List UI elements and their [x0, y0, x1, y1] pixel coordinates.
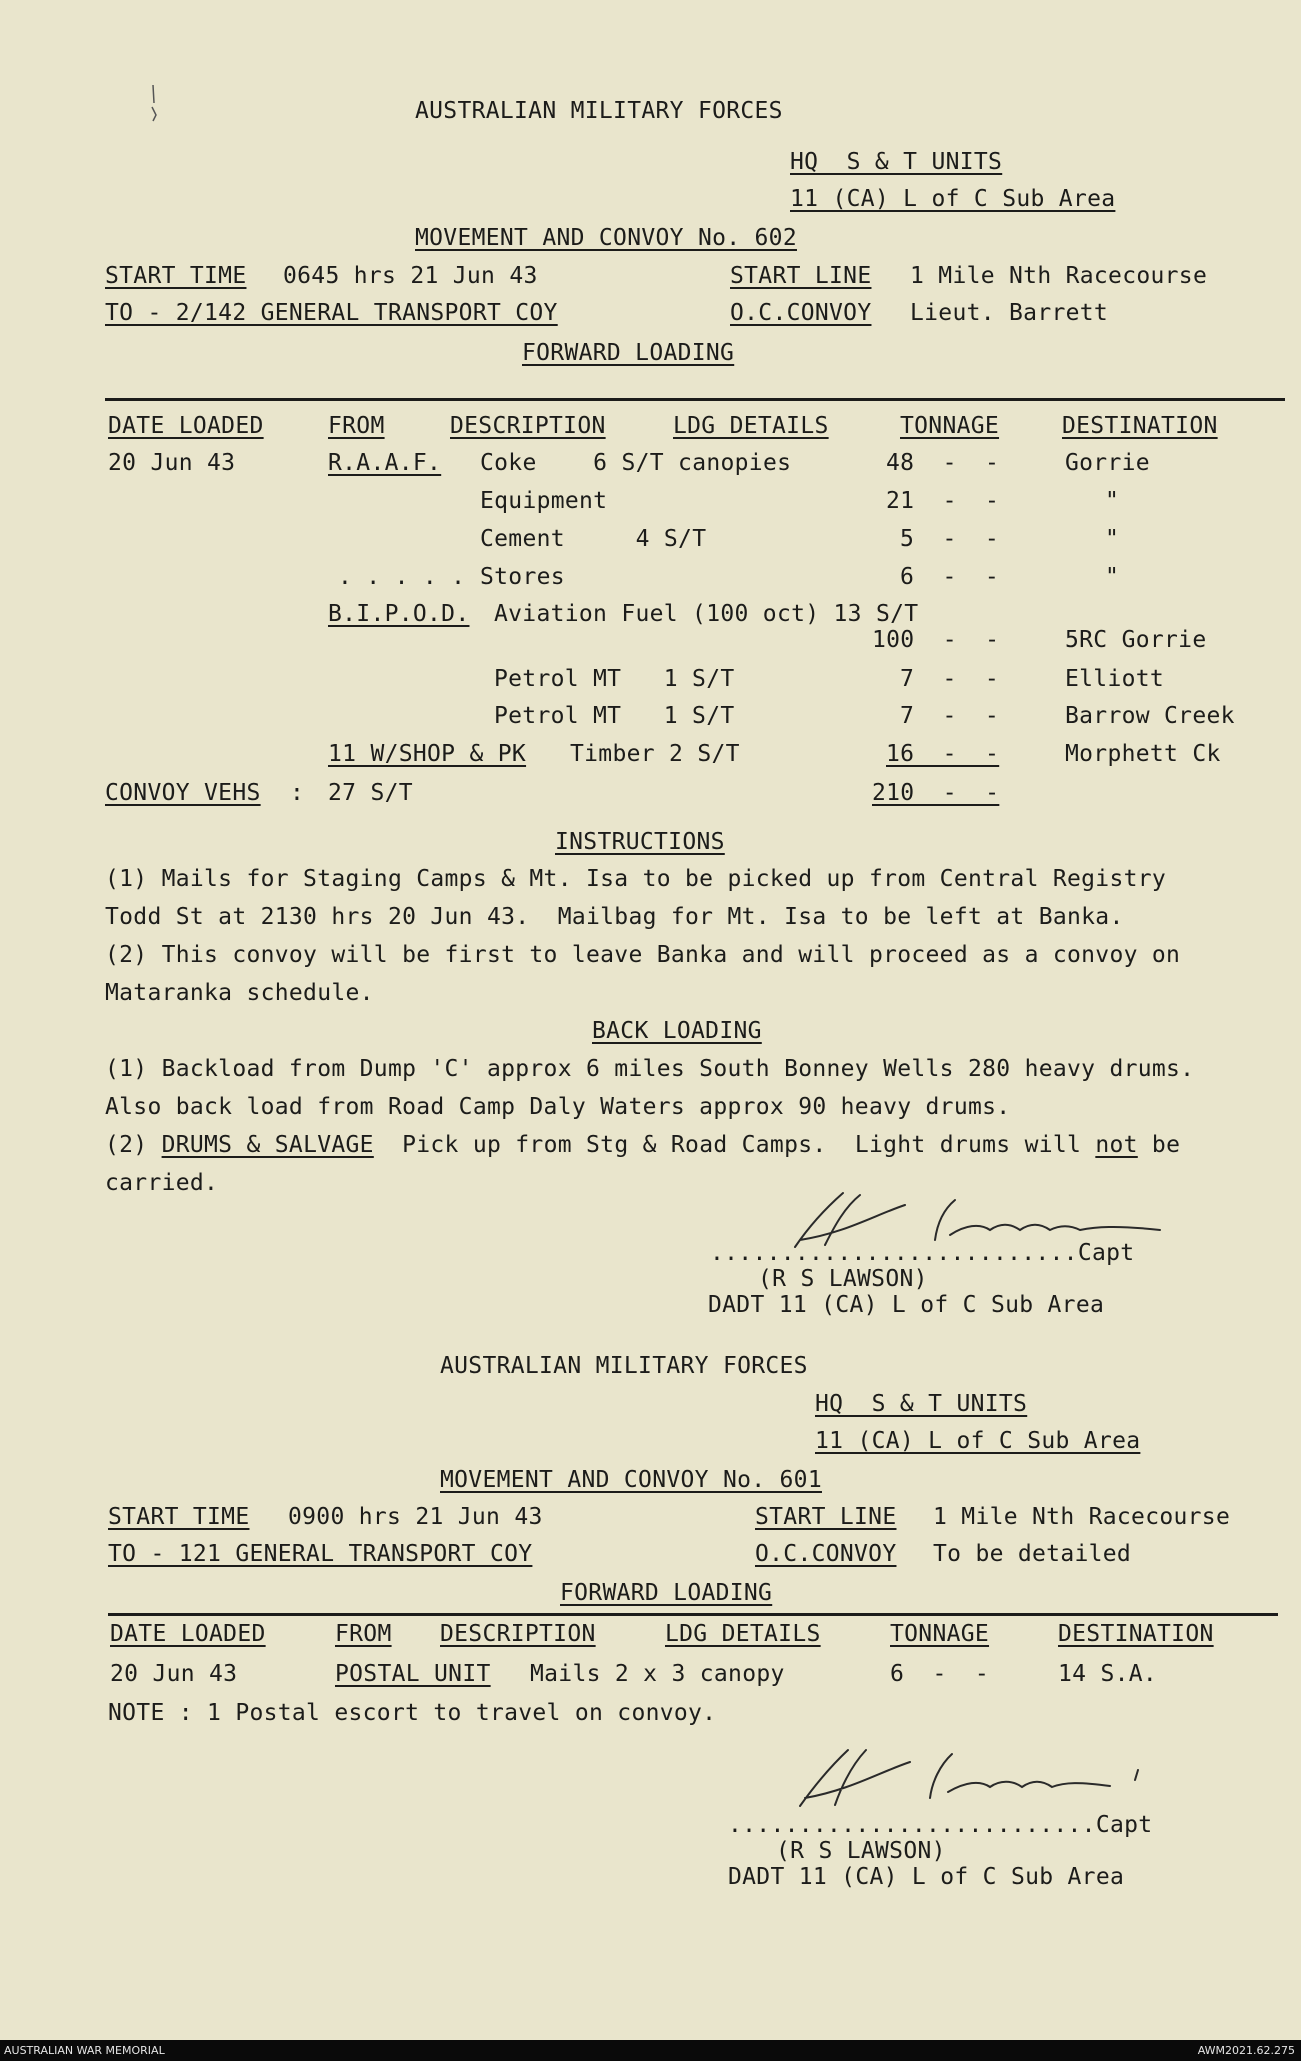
doc1-unit-line1: HQ S & T UNITS: [790, 149, 1003, 175]
table-cell-tonnage: 100 - -: [872, 627, 1000, 653]
table-cell-from: POSTAL UNIT: [335, 1661, 491, 1687]
table-cell-dots: . . . . .: [338, 564, 466, 590]
table-cell-destination: Morphett Ck: [1065, 741, 1221, 767]
footer-archive-label: AUSTRALIAN WAR MEMORIAL: [4, 2044, 165, 2057]
doc1-start-line-label: START LINE: [730, 263, 872, 289]
doc2-table-rule: [108, 1613, 1278, 1616]
doc2-header-destination: DESTINATION: [1058, 1621, 1214, 1647]
doc2-unit-line2: 11 (CA) L of C Sub Area: [815, 1428, 1141, 1454]
doc1-back-line: (1) Backload from Dump 'C' approx 6 miles South Bonney Wells 280 heavy drums.: [105, 1056, 1195, 1082]
table-cell-tonnage: 5 - -: [900, 526, 1000, 552]
table-cell-tonnage: 21 - -: [886, 488, 1000, 514]
table-cell-date: 20 Jun 43: [110, 1661, 238, 1687]
doc1-title: MOVEMENT AND CONVOY No. 602: [415, 225, 797, 251]
doc1-oc-label: O.C.CONVOY: [730, 300, 872, 326]
doc1-start-time-label: START TIME: [105, 263, 247, 289]
table-cell-description: Coke 6 S/T canopies: [480, 450, 792, 476]
paper-damage-mark: [150, 85, 158, 125]
doc2-oc-label: O.C.CONVOY: [755, 1541, 897, 1567]
doc1-header-ldg: LDG DETAILS: [673, 413, 829, 439]
doc1-oc-value: Lieut. Barrett: [910, 300, 1109, 326]
table-cell-description: Aviation Fuel (100 oct) 13 S/T: [494, 601, 919, 627]
table-cell-description: Cement 4 S/T: [480, 526, 707, 552]
doc1-header-tonnage: TONNAGE: [900, 413, 1000, 439]
doc1-unit-line2: 11 (CA) L of C Sub Area: [790, 186, 1116, 212]
doc2-sign-title: DADT 11 (CA) L of C Sub Area: [728, 1864, 1125, 1890]
table-cell-destination: ": [1105, 488, 1120, 514]
doc1-org: AUSTRALIAN MILITARY FORCES: [415, 98, 783, 124]
doc1-sign-title: DADT 11 (CA) L of C Sub Area: [708, 1292, 1105, 1318]
doc1-back-line-2: [105, 1132, 1180, 1158]
doc2-sign-name: (R S LAWSON): [776, 1838, 946, 1864]
doc2-start-line-value: 1 Mile Nth Racecourse: [933, 1504, 1231, 1530]
doc2-title: MOVEMENT AND CONVOY No. 601: [440, 1467, 822, 1493]
table-cell-tonnage: 7 - -: [900, 666, 1000, 692]
doc2-to-label: TO - 121 GENERAL TRANSPORT COY: [108, 1541, 533, 1567]
table-cell-date: 20 Jun 43: [108, 450, 236, 476]
doc1-vehs-label: CONVOY VEHS: [105, 780, 261, 806]
back2-not: not: [1095, 1132, 1138, 1158]
doc2-org: AUSTRALIAN MILITARY FORCES: [440, 1353, 808, 1379]
back2-end: be: [1137, 1132, 1181, 1158]
doc2-note: NOTE : 1 Postal escort to travel on convoy.: [108, 1700, 717, 1726]
doc2-header-date: DATE LOADED: [110, 1621, 266, 1647]
table-cell-destination: 5RC Gorrie: [1065, 627, 1207, 653]
doc1-header-from: FROM: [328, 413, 385, 439]
table-cell-destination: Elliott: [1065, 666, 1165, 692]
back2-label: DRUMS & SALVAGE: [161, 1132, 374, 1158]
doc1-header-date: DATE LOADED: [108, 413, 264, 439]
doc1-vehs-value: 27 S/T: [328, 780, 413, 806]
table-cell-from: R.A.A.F.: [328, 450, 442, 476]
table-cell-from: B.I.P.O.D.: [328, 601, 470, 627]
doc2-header-from: FROM: [335, 1621, 392, 1647]
footer-item-id: AWM2021.62.275: [1197, 2044, 1295, 2057]
doc1-sign-dots: ..........................Capt: [710, 1240, 1135, 1266]
table-cell-description: Petrol MT 1 S/T: [494, 666, 735, 692]
doc1-header-description: DESCRIPTION: [450, 413, 606, 439]
table-cell-tonnage: 7 - -: [900, 703, 1000, 729]
doc1-instruction-line: Todd St at 2130 hrs 20 Jun 43. Mailbag for Mt. Isa to be left at Banka.: [105, 904, 1124, 930]
doc1-sign-name: (R S LAWSON): [758, 1266, 928, 1292]
doc1-instruction-line: (1) Mails for Staging Camps & Mt. Isa to be picked up from Central Registry: [105, 866, 1167, 892]
doc1-start-line-value: 1 Mile Nth Racecourse: [910, 263, 1208, 289]
doc2-unit-line1: HQ S & T UNITS: [815, 1391, 1028, 1417]
doc2-header-ldg: LDG DETAILS: [665, 1621, 821, 1647]
table-cell-tonnage: 6 - -: [900, 564, 1000, 590]
doc1-vehs-colon: :: [290, 780, 305, 806]
doc2-start-time-value: 0900 hrs 21 Jun 43: [288, 1504, 543, 1530]
table-cell-description: Timber 2 S/T: [570, 741, 740, 767]
doc1-back-loading-title: BACK LOADING: [592, 1018, 762, 1044]
table-cell-description: Stores: [480, 564, 565, 590]
doc2-header-tonnage: TONNAGE: [890, 1621, 990, 1647]
doc2-oc-value: To be detailed: [933, 1541, 1132, 1567]
table-cell-destination: ": [1105, 526, 1120, 552]
doc1-back-line-last: carried.: [105, 1170, 219, 1196]
table-cell-destination: ": [1105, 564, 1120, 590]
table-cell-from: 11 W/SHOP & PK: [328, 741, 527, 767]
doc1-forward-loading: FORWARD LOADING: [522, 340, 735, 366]
table-cell-tonnage: 48 - -: [886, 450, 1000, 476]
doc2-signature: [780, 1740, 1260, 1810]
doc1-header-destination: DESTINATION: [1062, 413, 1218, 439]
doc1-table-rule: [105, 398, 1285, 401]
doc1-instruction-line: Mataranka schedule.: [105, 980, 374, 1006]
doc1-start-time-value: 0645 hrs 21 Jun 43: [283, 263, 538, 289]
table-cell-destination: Gorrie: [1065, 450, 1150, 476]
doc1-back-line: Also back load from Road Camp Daly Waters approx 90 heavy drums.: [105, 1094, 1011, 1120]
table-cell-description: Petrol MT 1 S/T: [494, 703, 735, 729]
doc2-forward-loading: FORWARD LOADING: [560, 1580, 773, 1606]
back2-text: Pick up from Stg & Road Camps. Light drums will: [373, 1132, 1096, 1158]
table-cell-tonnage: 16 - -: [886, 741, 1000, 767]
table-cell-description: Equipment: [480, 488, 608, 514]
table-cell-tonnage: 6 - -: [890, 1661, 990, 1687]
doc1-instruction-line: (2) This convoy will be first to leave Banka and will proceed as a convoy on: [105, 942, 1181, 968]
back2-prefix: (2): [105, 1132, 162, 1158]
doc2-header-description: DESCRIPTION: [440, 1621, 596, 1647]
doc1-instructions-title: INSTRUCTIONS: [555, 829, 725, 855]
doc2-sign-dots: ..........................Capt: [728, 1812, 1153, 1838]
table-cell-destination: 14 S.A.: [1058, 1661, 1158, 1687]
doc2-start-time-label: START TIME: [108, 1504, 250, 1530]
table-cell-description: Mails 2 x 3 canopy: [530, 1661, 785, 1687]
doc1-total-tonnage: 210 - -: [872, 780, 1000, 806]
doc1-to-label: TO - 2/142 GENERAL TRANSPORT COY: [105, 300, 558, 326]
table-cell-destination: Barrow Creek: [1065, 703, 1235, 729]
doc2-start-line-label: START LINE: [755, 1504, 897, 1530]
